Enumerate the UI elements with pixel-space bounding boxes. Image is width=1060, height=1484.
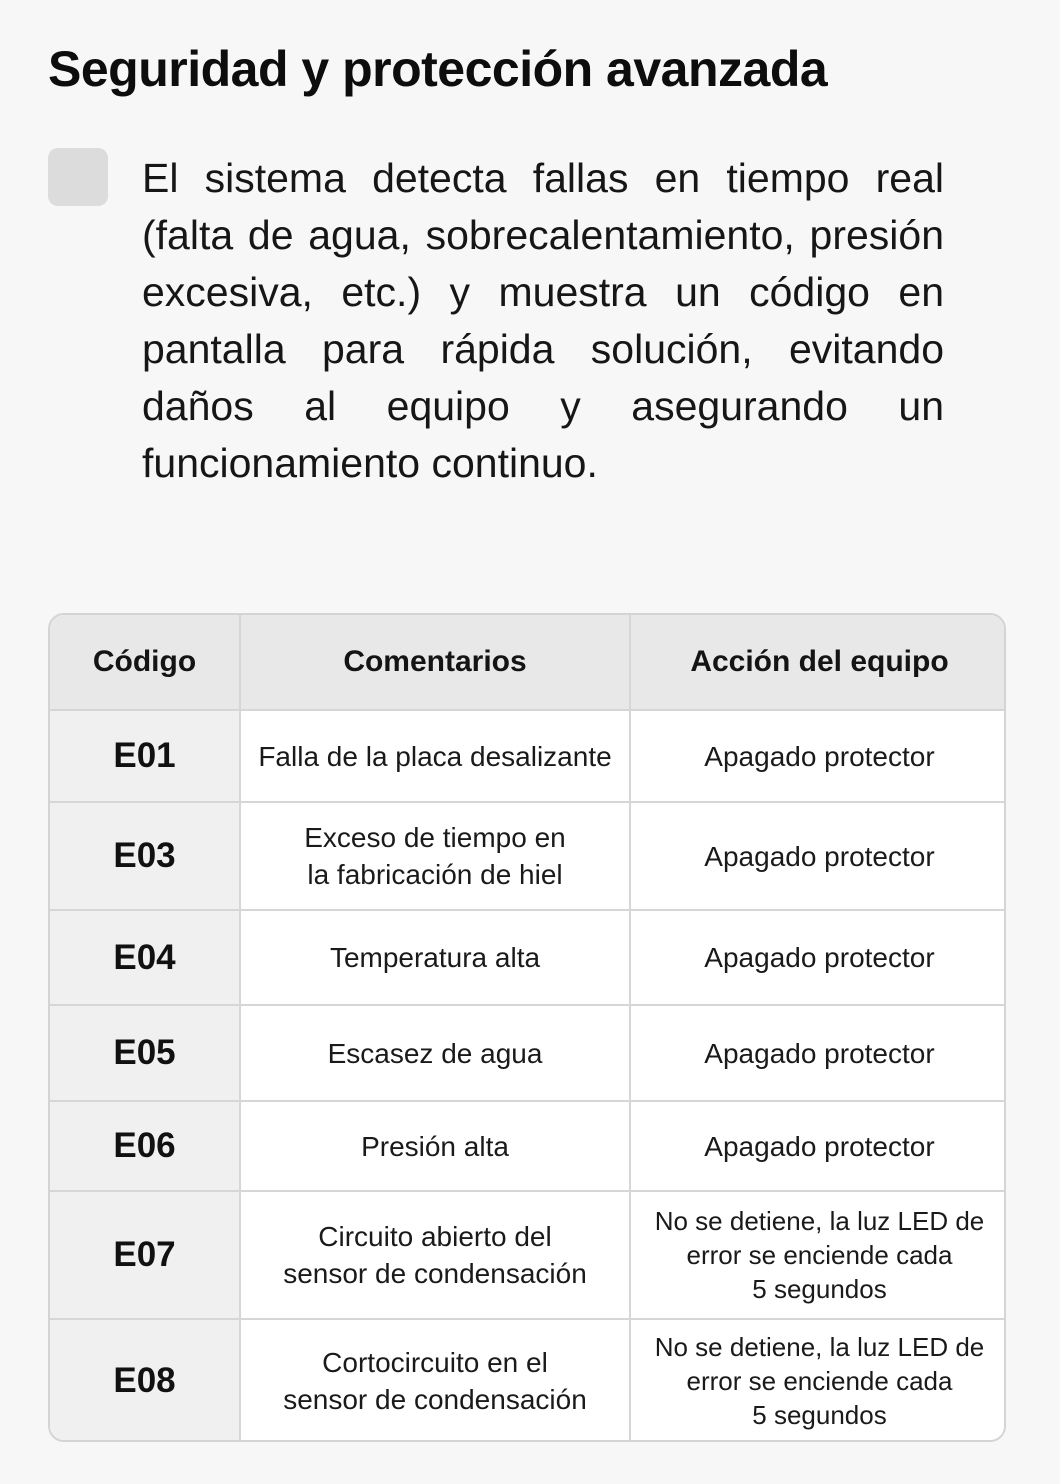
comment-cell xyxy=(240,1101,630,1191)
comment-line: Presión alta xyxy=(361,1130,509,1162)
error-code-cell: E06 xyxy=(50,1101,240,1191)
error-code-cell: E03 xyxy=(50,802,240,910)
comment-line: Escasez de agua xyxy=(327,1037,543,1069)
action-line: error se enciende cada xyxy=(686,1240,953,1270)
comment-line: sensor de condensación xyxy=(283,1384,587,1415)
error-codes-grid xyxy=(50,615,1006,1442)
action-cell xyxy=(630,802,1006,910)
action-cell xyxy=(630,1319,1006,1442)
comment-line: la fabricación de hiel xyxy=(307,859,563,890)
comment-line: Exceso de tiempo en xyxy=(304,822,566,853)
error-code-cell: E07 xyxy=(50,1191,240,1319)
table-row xyxy=(50,1005,1006,1101)
page-title: Seguridad y protección avanzada xyxy=(48,41,828,97)
bullet-square-icon xyxy=(48,148,108,206)
table-row xyxy=(50,1101,1006,1191)
error-code-cell: E08 xyxy=(50,1319,240,1442)
action-line: No se detiene, la luz LED de xyxy=(654,1332,985,1362)
comment-cell xyxy=(240,910,630,1005)
error-code-cell: E05 xyxy=(50,1005,240,1101)
comment-cell xyxy=(240,802,630,910)
action-line: Apagado protector xyxy=(704,1037,935,1069)
comment-cell xyxy=(240,710,630,802)
table-header-row xyxy=(50,615,1006,710)
action-line: Apagado protector xyxy=(704,740,935,772)
comment-line: Falla de la placa desalizante xyxy=(258,740,612,772)
header-action: Acción del equipo xyxy=(630,615,1006,710)
action-cell xyxy=(630,710,1006,802)
table-row xyxy=(50,802,1006,910)
action-cell xyxy=(630,910,1006,1005)
action-line: 5 segundos xyxy=(752,1400,887,1430)
action-cell xyxy=(630,1101,1006,1191)
comment-line: Cortocircuito en el xyxy=(322,1347,548,1378)
comment-line: Temperatura alta xyxy=(329,942,541,973)
action-line: Apagado protector xyxy=(704,840,935,872)
comment-line: sensor de condensación xyxy=(283,1258,587,1289)
action-cell xyxy=(630,1005,1006,1101)
action-line: 5 segundos xyxy=(752,1274,887,1304)
error-code-cell: E01 xyxy=(50,710,240,802)
action-cell xyxy=(630,1191,1006,1319)
table-row xyxy=(50,710,1006,802)
comment-cell xyxy=(240,1005,630,1101)
header-code: Código xyxy=(50,615,240,710)
header-comments: Comentarios xyxy=(240,615,630,710)
error-codes-table xyxy=(48,613,1006,1442)
table-row xyxy=(50,910,1006,1005)
action-line: No se detiene, la luz LED de xyxy=(654,1206,985,1236)
comment-cell xyxy=(240,1319,630,1442)
action-line: error se enciende cada xyxy=(686,1366,953,1396)
description-text: El sistema detecta fallas en tiempo real (falta de agua, sobrecalentamiento, presión excesiva, etc.) y muestra un código en pantalla para rápida solución, evitando daños al equipo y asegurando un funcionamiento continuo. xyxy=(142,155,944,486)
action-line: Apagado protector xyxy=(704,1130,935,1162)
table-row xyxy=(50,1319,1006,1442)
comment-cell xyxy=(240,1191,630,1319)
error-code-cell: E04 xyxy=(50,910,240,1005)
table-row xyxy=(50,1191,1006,1319)
comment-line: Circuito abierto del xyxy=(318,1221,552,1252)
action-line: Apagado protector xyxy=(704,942,935,973)
